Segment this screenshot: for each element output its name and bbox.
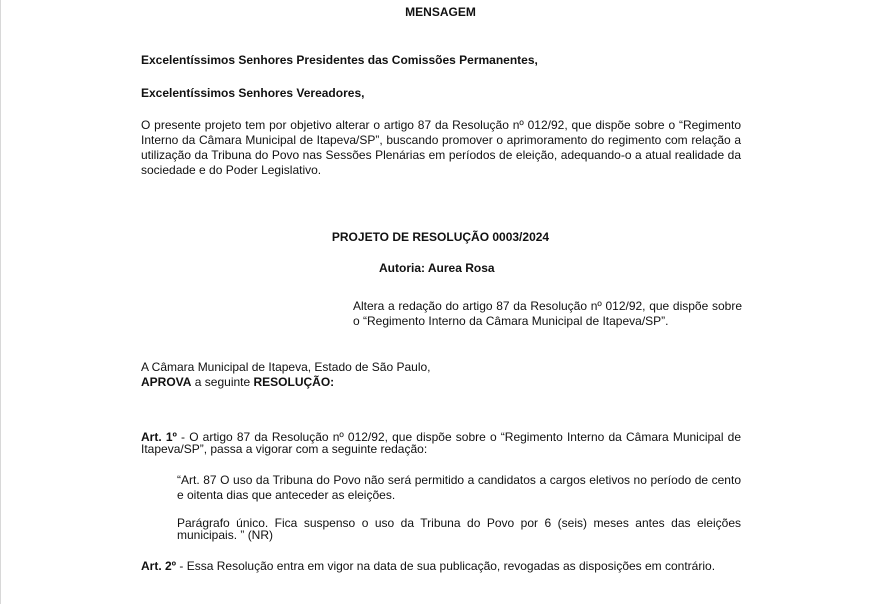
salutation-councilors: Excelentíssimos Senhores Vereadores, — [141, 86, 365, 100]
article-1-text: - O artigo 87 da Resolução nº 012/92, que dispõe sobre o “Regimento Interno da Câmara Municipal de Itapeva/SP”, passa a vigorar com a seguinte redação: — [141, 430, 742, 456]
project-title: PROJETO DE RESOLUÇÃO 0003/2024 — [331, 230, 550, 244]
message-title: MENSAGEM — [405, 5, 476, 19]
sole-paragraph-quote: Parágrafo único. Fica suspenso o uso da Tribuna do Povo por 6 (seis) meses antes das eleições municipais. ” (NR) — [177, 516, 741, 542]
article-2-text: - Essa Resolução entra em vigor na data de sua publicação, revogadas as disposições em contrário. — [176, 559, 716, 573]
ementa-paragraph: Altera a redação do artigo 87 da Resolução nº 012/92, que dispõe sobre o “Regimento Interno da Câmara Municipal de Itapeva/SP”. — [353, 299, 742, 328]
authorship: Autoria: Aurea Rosa — [379, 261, 495, 275]
enactment-line: A Câmara Municipal de Itapeva, Estado de São Paulo, — [141, 360, 431, 374]
approves-word: APROVA — [141, 375, 192, 389]
enactment-approval — [141, 375, 334, 390]
article-1-label: Art. 1º — [141, 430, 177, 444]
enactment-connector: a seguinte — [191, 375, 254, 389]
article-87-quote: “Art. 87 O uso da Tribuna do Povo não será permitido a candidatos a cargos eletivos no período de cento e oitenta dias que anteceder as eleições. — [177, 473, 741, 502]
article-2 — [141, 559, 741, 574]
intro-paragraph: O presente projeto tem por objetivo alterar o artigo 87 da Resolução nº 012/92, que dispõe sobre o “Regimento Interno da Câmara Municipal de Itapeva/SP”, buscando promover o aprimoramento do regimento com relação a utilização da Tribuna do Povo nas Sessões Plenárias em períodos de eleição, adequando-o a atual realidade da sociedade e do Poder Legislativo. — [141, 118, 741, 177]
salutation-commissions: Excelentíssimos Senhores Presidentes das Comissões Permanentes, — [141, 53, 538, 67]
article-2-label: Art. 2º — [141, 559, 177, 573]
article-1 — [141, 431, 741, 455]
resolution-word: RESOLUÇÃO: — [253, 375, 335, 389]
